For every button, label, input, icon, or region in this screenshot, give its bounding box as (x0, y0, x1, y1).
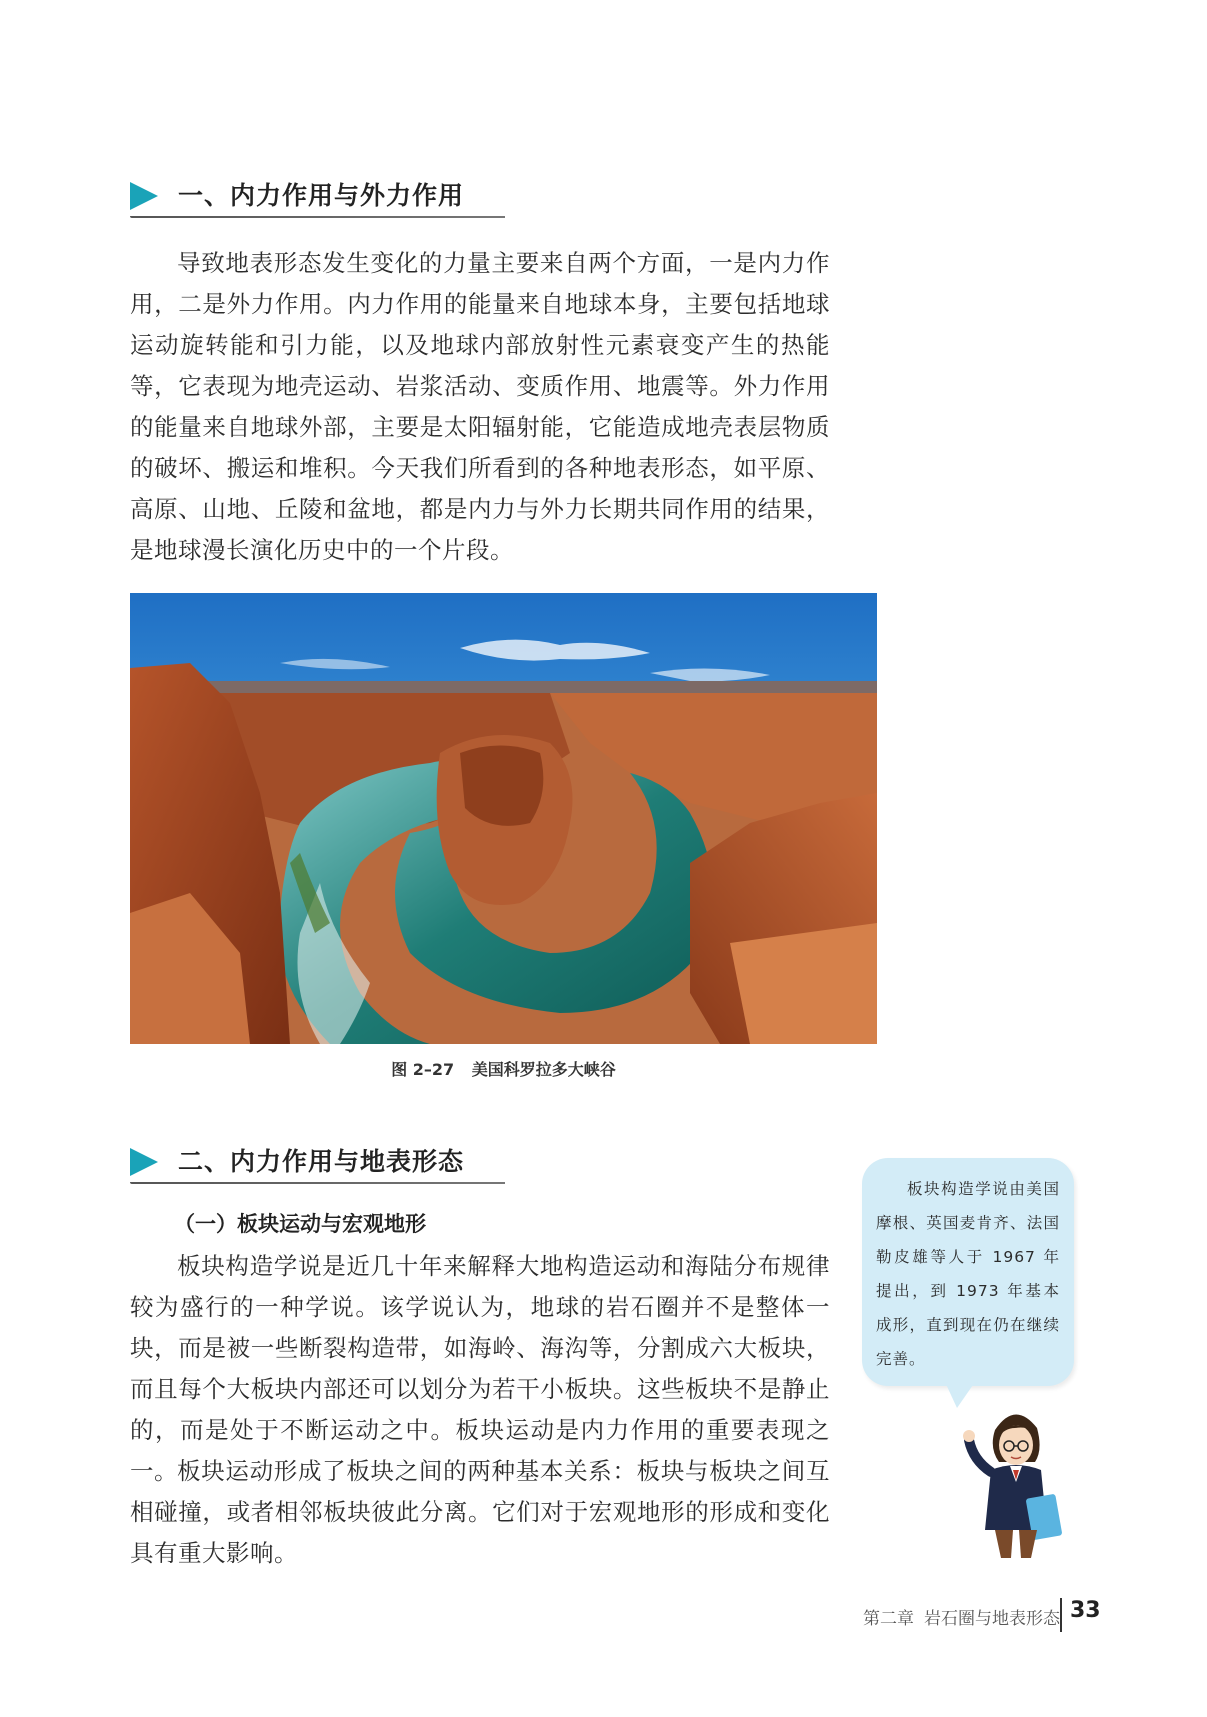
sidenote-text: 板块构造学说由美国摩根、英国麦肯齐、法国勒皮雄等人于 1967 年提出，到 1973 年基本成形，直到现在仍在继续完善。 (876, 1180, 1060, 1368)
grand-canyon-photo (130, 593, 877, 1044)
heading-underline (130, 1182, 505, 1184)
section2-paragraph-2: 板块运动形成了板块之间的两种基本关系：板块与板块之间互相碰撞，或者相邻板块彼此分离。它们对于宏观地形的形成和变化具有重大影响。 (130, 1457, 830, 1567)
figure-caption (130, 1057, 877, 1080)
section-title: 一、内力作用与外力作用 (178, 181, 465, 210)
footer-chapter-label (853, 1604, 1060, 1629)
footer-chapter-title: 岩石圈与地表形态 (924, 1609, 1060, 1629)
figure-number: 图 2–27 (391, 1060, 455, 1079)
sidenote-bubble (862, 1158, 1074, 1386)
page-number: 33 (1070, 1598, 1101, 1623)
footer-chapter: 第二章 (863, 1609, 914, 1629)
section1-paragraph: 导致地表形态发生变化的力量主要来自两个方面，一是内力作用，二是外力作用。内力作用的能量来自地球本身，主要包括地球运动旋转能和引力能，以及地球内部放射性元素衰变产生的热能等，它表现为地壳运动、岩浆活动、变质作用、地震等。外力作用的能量来自地球外部，主要是太阳辐射能，它能造成地壳表层物质的破坏、搬运和堆积。今天我们所看到的各种地表形态，如平原、高原、山地、丘陵和盆地，都是内力与外力长期共同作用的结果，是地球漫长演化历史中的一个片段。 (130, 249, 830, 564)
triangle-marker-icon (130, 182, 158, 210)
cartoon-student-illustration (955, 1400, 1075, 1560)
section-title: 二、内力作用与地表形态 (178, 1147, 465, 1176)
triangle-marker-icon (130, 1148, 158, 1176)
section2-paragraph-1: 板块构造学说是近几十年来解释大地构造运动和海陆分布规律较为盛行的一种学说。该学说认为，地球的岩石圈并不是整体一块，而是被一些断裂构造带，如海岭、海沟等，分割成六大板块，而且每个大板块内部还可以划分为若干小板块。这些板块不是静止的，而是处于不断运动之中。板块运动是内力作用的重要表现之一。 (130, 1252, 830, 1485)
heading-underline (130, 216, 505, 218)
footer-divider (1060, 1598, 1062, 1632)
figure-title: 美国科罗拉多大峡谷 (471, 1060, 616, 1079)
section-heading-1 (130, 172, 505, 220)
section-heading-2 (130, 1138, 505, 1186)
subsection-heading: （一）板块运动与宏观地形 (174, 1212, 426, 1236)
